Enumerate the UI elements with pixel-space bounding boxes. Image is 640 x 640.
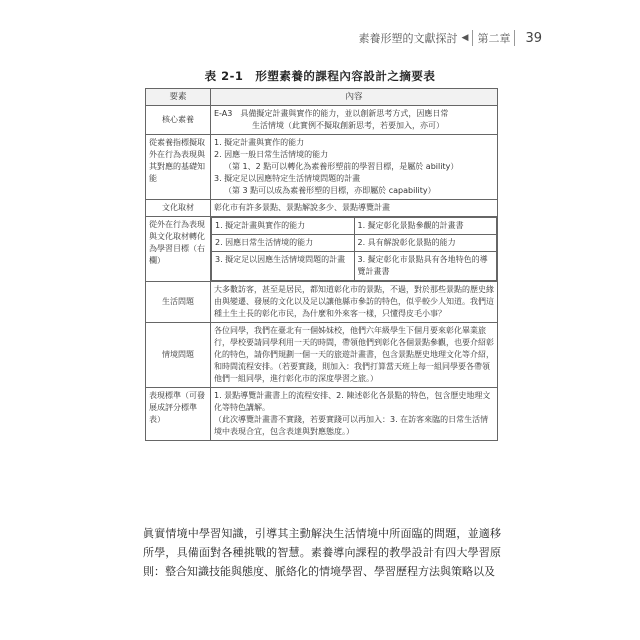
summary-table — [145, 88, 498, 441]
pair-row — [212, 235, 497, 252]
table-row — [146, 388, 498, 441]
page-number: 39 — [525, 30, 542, 46]
table-row — [146, 200, 498, 217]
row-label: 表現標準（可發展成評分標準表） — [146, 388, 211, 441]
body-paragraph — [143, 524, 501, 581]
row-label: 從外在行為表現與文化取材轉化為學習目標（右欄） — [146, 217, 211, 282]
row-content — [211, 200, 498, 217]
row-label: 文化取材 — [146, 200, 211, 217]
content-line: E-A3 具備擬定計畫與實作的能力，並以創新思考方式，因應日常 — [214, 109, 449, 118]
content-line: 生活情境（此實例不擬取創新思考，若要加入，亦可） — [252, 121, 444, 130]
table-header-row — [146, 89, 498, 106]
content-line: （第 1、2 點可以轉化為素養形塑前的學習目標，是屬於 ability） — [224, 162, 459, 171]
row-label: 核心素養 — [146, 106, 211, 135]
pair-right: 2. 具有解說彰化景點的能力 — [354, 235, 497, 252]
pair-row — [212, 252, 497, 281]
pair-left: 3. 擬定足以因應生活情境問題的計畫 — [212, 252, 355, 281]
running-header — [359, 30, 542, 46]
content-line: 1. 景點導覽計畫書上的流程安排、2. 陳述彰化各景點的特色，包含歷史地理文化等特色講解。 — [214, 391, 491, 412]
row-content — [211, 282, 498, 323]
column-header-content: 內容 — [211, 89, 498, 106]
row-content — [211, 388, 498, 441]
table-row — [146, 106, 498, 135]
row-content — [211, 217, 498, 282]
column-header-element: 要素 — [146, 89, 211, 106]
row-label: 從素養指標擬取外在行為表現與其對應的基礎知能 — [146, 135, 211, 200]
pair-right: 1. 擬定彰化景點參觀的計畫書 — [354, 218, 497, 235]
content-line: （第 3 點可以成為素養形塑的目標，亦即屬於 capability） — [224, 186, 436, 195]
arrow-left-icon: ◀ — [461, 33, 469, 43]
chapter-label: 第二章 — [472, 30, 515, 46]
row-content — [211, 106, 498, 135]
pair-left: 2. 因應日常生活情境的能力 — [212, 235, 355, 252]
table-row — [146, 282, 498, 323]
row-label: 生活問題 — [146, 282, 211, 323]
row-label: 情境問題 — [146, 323, 211, 388]
content-line: 1. 擬定計畫與實作的能力 — [214, 138, 305, 147]
table-row — [146, 323, 498, 388]
running-title: 素養形塑的文獻探討 — [358, 32, 458, 45]
table-row — [146, 217, 498, 282]
body-text: 眞實情境中學習知識，引導其主動解決生活情境中所面臨的問題，並適移所學，具備面對各種挑戰的智慧。素養導向課程的教學設計有四大學習原則：整合知識技能與態度、脈絡化的情境學習、學習歷程方法與策略以及 — [143, 527, 501, 578]
content-line: 彰化市有許多景點、景點解說多少、景點導覽計畫 — [214, 203, 390, 212]
content-line: （此次導覽計畫書不實踐，若要實踐可以再加入：3. 在訪客來臨的日常生活情境中表現合宜，包含表達與對應態度。） — [214, 415, 489, 436]
goal-pairs — [211, 217, 497, 281]
row-content — [211, 323, 498, 388]
pair-row — [212, 218, 497, 235]
content-line: 2. 因應一般日常生活情境的能力 — [214, 150, 329, 159]
content-paragraph: 大多數訪客，甚至是居民，都知道彰化市的景點，不過，對於那些景點的歷史緣由與變遷、發展的文化以及足以讓他縣市參訪的特色，似乎較少人知道。我們這種土生土長的彰化市民，為什麼和外來客一樣，只懂得皮毛小事？ — [214, 285, 494, 318]
pair-left: 1. 擬定計畫與實作的能力 — [212, 218, 355, 235]
pair-right: 3. 擬定彰化市景點具有各地特色的導覽計畫書 — [354, 252, 497, 281]
row-content — [211, 135, 498, 200]
content-paragraph: 各位同學，我們在臺北有一個姊妹校，他們六年級學生下個月要來彰化畢業旅行，學校要請同學利用一天的時間，帶領他們到彰化各個景點參觀，也要介紹彰化的特色，請你們規劃一個一天的旅遊計畫書，包含景點歷史地理文化等介紹，和時間流程安排。（若要實踐，則加入：我們打算當天班上每一組同學要各帶領他們一組同學，進行彰化市的深度學習之旅。） — [214, 326, 494, 383]
content-line: 3. 擬定足以因應特定生活情境問題的計畫 — [214, 174, 361, 183]
table-caption: 表 2-1 形塑素養的課程內容設計之摘要表 — [204, 69, 436, 83]
table-row — [146, 135, 498, 200]
